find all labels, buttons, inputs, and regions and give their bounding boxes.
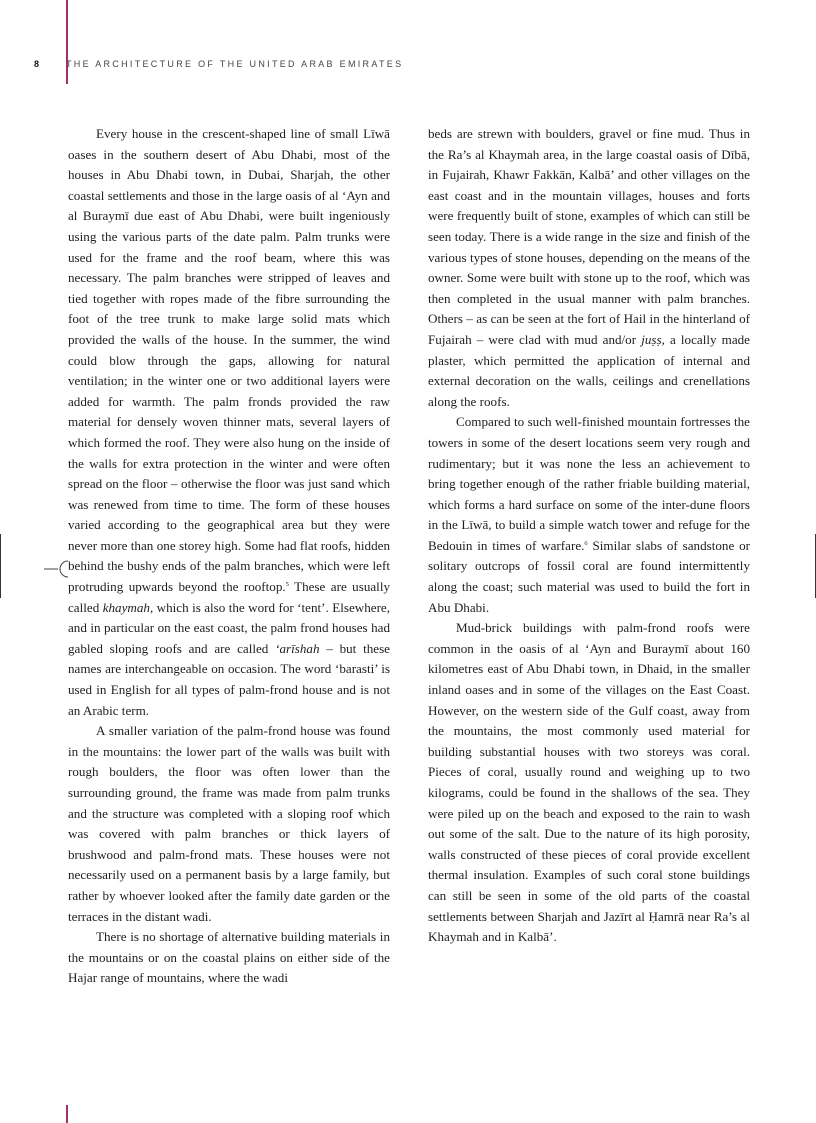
paragraph: Every house in the crescent-shaped line of small Līwā oases in the southern desert of Abu Dhabi, most of the houses in Abu Dhabi town, in Dubai, Sharjah, the other coastal settlements and those in the large oasis of al ‘Ayn and al Buraymī due east of Abu Dhabi, were built ingeniously using the various parts of the date palm. Palm trunks were used for the frame and the roof beam, where this was necessary. The palm branches were stripped of leaves and tied together with ropes made of the fibre surrounding the foot of the tree trunk to make large solid mats which provided the walls of the house. In the summer, the wind could blow through the gaps, allowing for natural ventilation; in the winter one or two additional layers were added for warmth. The palm fronds provided the raw material for densely woven thinner mats, several layers of which formed the roof. They were also hung on the inside of the walls for extra protection in the winter and were often spread on the floor – otherwise the floor was just sand which was renewed from time to time. The form of these houses varied according to the geographical area but they were never more than one storey high. Some had flat roofs, hidden behind the bushy ends of the palm branches, which were left protruding upwards beyond the rooftop.$^5$ These are usually called khaymah, which is also the word for ‘tent’. Elsewhere, and in particular on the east coast, the palm frond houses had gabled sloping roofs and are called ‘arīshah – but these names are interchangeable on occasion. The word ‘barasti’ is used in English for all types of palm-frond house and is not an Arabic term. — [68, 126, 391, 718]
arabic-term: juṣṣ — [641, 331, 662, 347]
paragraph: There is no shortage of alternative building materials in the mountains or on the coastal plains on either side of the Hajar range of mountains, where the wadi — [68, 929, 390, 986]
footnote-ref: 6 — [584, 539, 588, 547]
left-crop-mark — [0, 534, 1, 598]
top-margin-rule — [66, 0, 68, 84]
paragraph: Compared to such well-finished mountain fortresses the towers in some of the desert locations seem very rough and rudimentary; but it was none the less an achievement to bring together enough of the rather friable building material, which forms a hard surface on some of the inter-dune floors in the Līwā, to build a simple watch tower and refuge for the Bedouin in times of warfare.$^6$ Similar slabs of sandstone or solitary outcrops of fossil coral are found intermittently along the coast; such material was used to build the fort in Abu Dhabi. — [428, 414, 751, 615]
arabic-term: khaymah — [102, 599, 150, 615]
running-head-title: THE ARCHITECTURE OF THE UNITED ARAB EMIRATES — [66, 59, 404, 69]
paragraph: A smaller variation of the palm-frond house was found in the mountains: the lower part of the walls was built with rough boulders, the floor was often lower than the surrounding ground, the frame was made from palm trunks and the structure was completed with a sloping roof which was covered with palm branches or thick layers of brushwood and palm-frond mats. These houses were not necessarily used on a permanent basis by a large family, but rather by whoever looked after the family date garden or the terraces in the distant wadi. — [68, 723, 390, 924]
footnote-ref: 5 — [285, 581, 289, 589]
left-column — [68, 124, 390, 989]
bottom-margin-rule — [66, 1105, 68, 1123]
right-column — [428, 124, 750, 948]
page-number: 8 — [34, 59, 40, 69]
paragraph: beds are strewn with boulders, gravel or fine mud. Thus in the Ra’s al Khaymah area, in the large coastal oasis of Dībā, in Fujairah, Khawr Fakkān, Kalbā’ and other villages on the east coast and in the mountain villages, houses and forts were frequently built of stone, examples of which can still be seen today. There is a wide range in the size and finish of the various types of stone houses, depending on the means of the owner. Some were built with stone up to the roof, which was then completed in the usual manner with palm branches. Others – as can be seen at the fort of Hail in the hinterland of Fujairah – were clad with mud and/or juṣṣ, a locally made plaster, which permitted the application of internal and external decoration on the walls, ceilings and crenellations along the roofs. — [428, 126, 750, 409]
paragraph: Mud-brick buildings with palm-frond roofs were common in the oasis of al ‘Ayn and Buraymī about 160 kilometres east of Abu Dhabi town, in Dhaid, in the smaller inland oases and in some of the villages on the East Coast. However, on the western side of the Gulf coast, away from the mountains, the most commonly used material for building substantial houses with two storeys was coral. Pieces of coral, usually round and weighing up to two kilograms, could be found in the shallows of the sea. They were piled up on the beach and exposed to the rain to wash out some of the salt. Due to the nature of its high porosity, walls constructed of these pieces of coral provide excellent thermal insulation. Examples of such coral stone buildings can still be seen in some of the old parts of the coastal settlements between Sharjah and Jazīrt al Ḥamrā near Ra’s al Khaymah and in Kalbā’. — [428, 620, 750, 945]
arabic-term: ‘arīshah — [275, 640, 320, 656]
running-head — [34, 59, 403, 69]
